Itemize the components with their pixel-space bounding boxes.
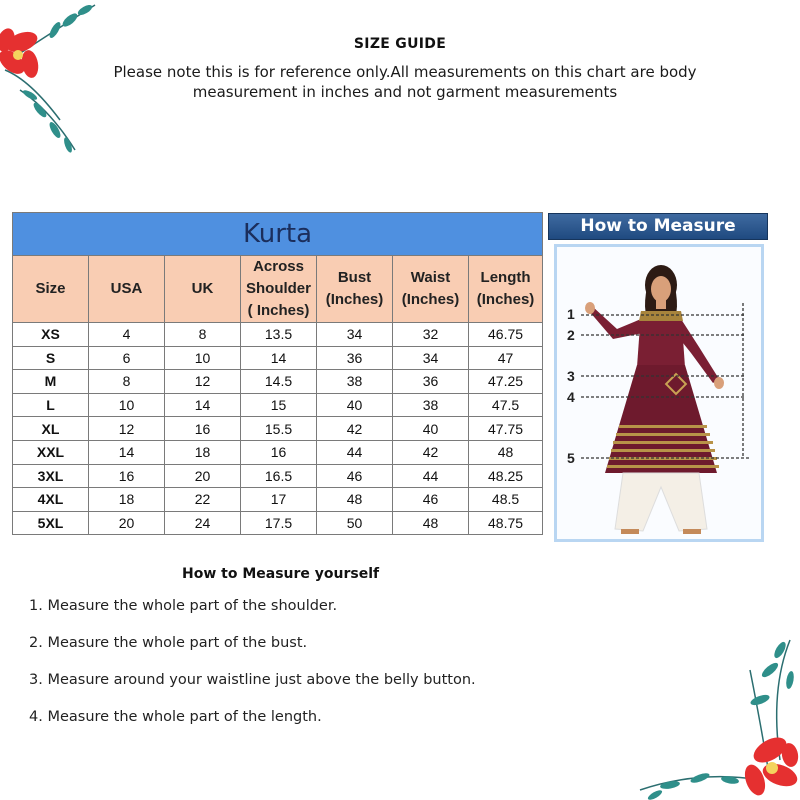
value-cell: 47.5 <box>469 393 543 417</box>
value-cell: 48 <box>317 488 393 512</box>
how-to-measure-figure <box>554 244 764 542</box>
table-row <box>13 393 543 417</box>
value-cell: 36 <box>317 346 393 370</box>
size-chart-table <box>12 212 543 535</box>
value-cell: 16 <box>241 440 317 464</box>
marker-4: 4 <box>567 389 575 405</box>
column-header <box>13 256 89 323</box>
column-header <box>165 256 241 323</box>
value-cell: 16 <box>165 417 241 441</box>
value-cell: 40 <box>317 393 393 417</box>
value-cell: 20 <box>165 464 241 488</box>
table-row <box>13 323 543 347</box>
column-header-line: ( Inches) <box>247 302 310 319</box>
table-body <box>13 323 543 535</box>
column-header-line: UK <box>191 280 214 297</box>
value-cell: 17.5 <box>241 511 317 535</box>
size-cell: M <box>13 370 89 394</box>
column-header <box>393 256 469 323</box>
value-cell: 47.75 <box>469 417 543 441</box>
value-cell: 44 <box>393 464 469 488</box>
value-cell: 17 <box>241 488 317 512</box>
size-cell: 3XL <box>13 464 89 488</box>
column-header <box>317 256 393 323</box>
value-cell: 18 <box>89 488 165 512</box>
value-cell: 20 <box>89 511 165 535</box>
value-cell: 13.5 <box>241 323 317 347</box>
marker-2: 2 <box>567 327 575 343</box>
column-header <box>89 256 165 323</box>
value-cell: 44 <box>317 440 393 464</box>
column-header-line: (Inches) <box>325 291 384 308</box>
value-cell: 42 <box>393 440 469 464</box>
value-cell: 48.25 <box>469 464 543 488</box>
column-header-line: USA <box>110 280 143 297</box>
instructions-title: How to Measure yourself <box>182 566 380 582</box>
value-cell: 14 <box>89 440 165 464</box>
marker-1: 1 <box>567 306 575 322</box>
value-cell: 4 <box>89 323 165 347</box>
size-cell: 5XL <box>13 511 89 535</box>
column-header-line: Bust <box>337 269 372 286</box>
value-cell: 48.75 <box>469 511 543 535</box>
value-cell: 16.5 <box>241 464 317 488</box>
marker-3: 3 <box>567 368 575 384</box>
column-header-line: Length <box>480 269 531 286</box>
column-header-line: Waist <box>410 269 451 286</box>
value-cell: 47.25 <box>469 370 543 394</box>
value-cell: 34 <box>317 323 393 347</box>
size-cell: 4XL <box>13 488 89 512</box>
column-header <box>241 256 317 323</box>
size-cell: XXL <box>13 440 89 464</box>
value-cell: 47 <box>469 346 543 370</box>
table-caption: Kurta <box>13 213 543 256</box>
size-cell: XL <box>13 417 89 441</box>
value-cell: 36 <box>393 370 469 394</box>
instruction-step: 2. Measure the whole part of the bust. <box>29 635 308 651</box>
table-row <box>13 370 543 394</box>
table-row <box>13 417 543 441</box>
value-cell: 12 <box>165 370 241 394</box>
model-illustration <box>557 247 761 539</box>
value-cell: 40 <box>393 417 469 441</box>
value-cell: 14 <box>241 346 317 370</box>
instruction-step: 3. Measure around your waistline just above the belly button. <box>29 672 476 688</box>
value-cell: 42 <box>317 417 393 441</box>
size-cell: S <box>13 346 89 370</box>
value-cell: 8 <box>165 323 241 347</box>
value-cell: 48 <box>469 440 543 464</box>
how-to-measure-banner: How to Measure <box>548 213 768 240</box>
value-cell: 14 <box>165 393 241 417</box>
column-header <box>469 256 543 323</box>
value-cell: 15 <box>241 393 317 417</box>
marker-5: 5 <box>567 450 575 466</box>
column-header-line: (Inches) <box>476 291 535 308</box>
value-cell: 18 <box>165 440 241 464</box>
table-row <box>13 464 543 488</box>
column-header-line: Across <box>253 258 304 275</box>
table-row <box>13 440 543 464</box>
value-cell: 46 <box>317 464 393 488</box>
value-cell: 38 <box>393 393 469 417</box>
value-cell: 14.5 <box>241 370 317 394</box>
value-cell: 48.5 <box>469 488 543 512</box>
table-header-row <box>13 256 543 323</box>
value-cell: 12 <box>89 417 165 441</box>
size-cell: XS <box>13 323 89 347</box>
floral-bottom-right-decoration <box>630 630 800 800</box>
value-cell: 34 <box>393 346 469 370</box>
page-title: SIZE GUIDE <box>353 36 447 52</box>
column-header-line: Size <box>35 280 66 297</box>
value-cell: 6 <box>89 346 165 370</box>
table-row <box>13 346 543 370</box>
table-row <box>13 488 543 512</box>
value-cell: 38 <box>317 370 393 394</box>
value-cell: 10 <box>89 393 165 417</box>
value-cell: 48 <box>393 511 469 535</box>
value-cell: 22 <box>165 488 241 512</box>
column-header-line: (Inches) <box>401 291 460 308</box>
value-cell: 10 <box>165 346 241 370</box>
instruction-step: 1. Measure the whole part of the shoulder. <box>29 598 338 614</box>
value-cell: 46 <box>393 488 469 512</box>
value-cell: 46.75 <box>469 323 543 347</box>
page-note: Please note this is for reference only.All measurements on this chart are body measurement in inches and not garment measurements <box>113 63 697 101</box>
value-cell: 24 <box>165 511 241 535</box>
value-cell: 16 <box>89 464 165 488</box>
size-cell: L <box>13 393 89 417</box>
value-cell: 15.5 <box>241 417 317 441</box>
instruction-step: 4. Measure the whole part of the length. <box>29 709 322 725</box>
value-cell: 50 <box>317 511 393 535</box>
instructions-list <box>29 598 476 746</box>
table-row <box>13 511 543 535</box>
value-cell: 32 <box>393 323 469 347</box>
value-cell: 8 <box>89 370 165 394</box>
column-header-line: Shoulder <box>245 280 311 297</box>
